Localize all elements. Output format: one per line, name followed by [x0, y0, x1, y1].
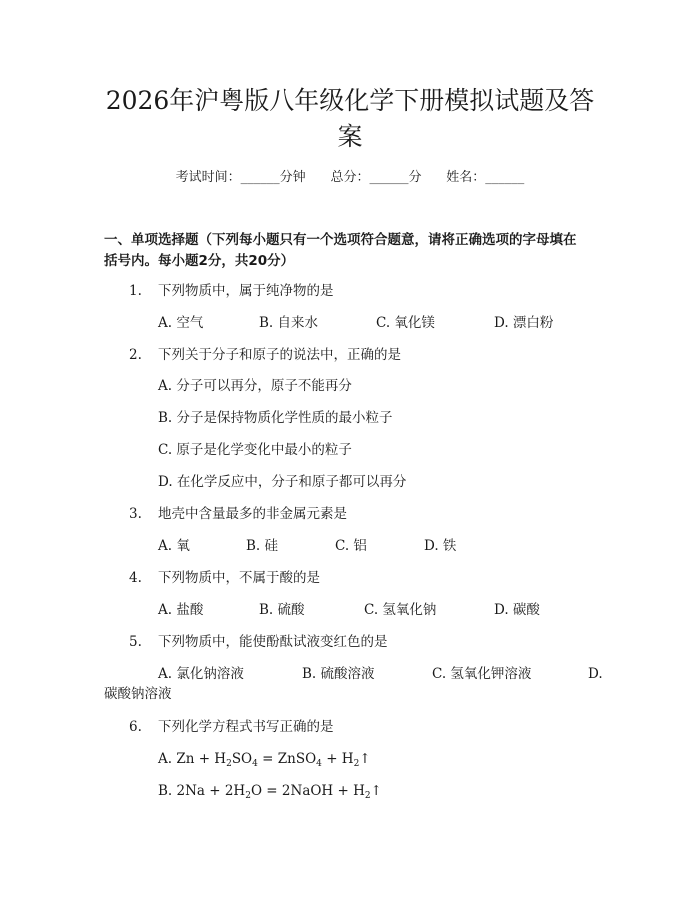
option-a: A. 盐酸: [158, 602, 204, 618]
exam-title-line2: 案: [337, 122, 363, 151]
option-d: D. 漂白粉: [494, 315, 554, 331]
exam-meta: [0, 168, 700, 188]
option-c: C. 原子是化学变化中最小的粒子: [158, 442, 352, 458]
question-text: 下列化学方程式书写正确的是: [158, 719, 334, 735]
student-name-label: 姓名：______: [446, 170, 525, 185]
option-d: D. 在化学反应中，分子和原子都可以再分: [158, 474, 407, 490]
option-c: C. 铝: [335, 538, 367, 554]
option-d: D.: [588, 666, 603, 682]
option-d: D. 碳酸: [494, 602, 540, 618]
option-b: B. 自来水: [259, 315, 319, 331]
option-b: B. 硫酸溶液: [302, 666, 375, 682]
section-heading-line2: 括号内。每小题2分，共20分）: [104, 253, 295, 269]
exam-title-line1: 2026年沪粤版八年级化学下册模拟试题及答: [105, 86, 595, 115]
option-b: B. 硫酸: [259, 602, 305, 618]
question-number: 1.: [129, 283, 142, 299]
question-text: 下列关于分子和原子的说法中，正确的是: [158, 347, 401, 363]
option-b: B. 硅: [246, 538, 279, 554]
option-a: A. 氧: [158, 538, 190, 554]
option-a-equation: A. $Zn + H_2SO_4$ = ZnSO$_4$ + $H_2↑$: [158, 751, 371, 769]
question-text: 下列物质中，能使酚酞试液变红色的是: [158, 634, 388, 650]
option-c: C. 氢氧化钾溶液: [432, 666, 532, 682]
exam-time-label: 考试时间：______分钟: [175, 170, 306, 185]
question-number: 5.: [129, 634, 142, 650]
option-b-equation: B. $2Na + 2H_2O$ = 2NaOH + $H_2↑$: [158, 783, 382, 801]
option-c: C. 氧化镁: [376, 315, 435, 331]
option-a: A. 氯化钠溶液: [158, 666, 244, 682]
option-a: A. 空气: [158, 315, 204, 331]
question-number: 2.: [129, 347, 142, 363]
question-text: 下列物质中，不属于酸的是: [158, 570, 320, 586]
option-c: C. 氢氧化钠: [364, 602, 437, 618]
question-number: 3.: [129, 506, 142, 522]
option-a: A. 分子可以再分，原子不能再分: [158, 378, 352, 394]
total-score-label: 总分：______分: [330, 170, 422, 185]
option-d-text: 碳酸钠溶液: [104, 686, 172, 702]
question-text: 地壳中含量最多的非金属元素是: [158, 506, 347, 522]
section-heading-line1: 一、单项选择题（下列每小题只有一个选项符合题意，请将正确选项的字母填在: [104, 232, 577, 248]
question-number: 6.: [129, 719, 142, 735]
option-b: B. 分子是保持物质化学性质的最小粒子: [158, 410, 393, 426]
question-text: 下列物质中，属于纯净物的是: [158, 283, 334, 299]
question-number: 4.: [129, 570, 142, 586]
option-d: D. 铁: [424, 538, 457, 554]
